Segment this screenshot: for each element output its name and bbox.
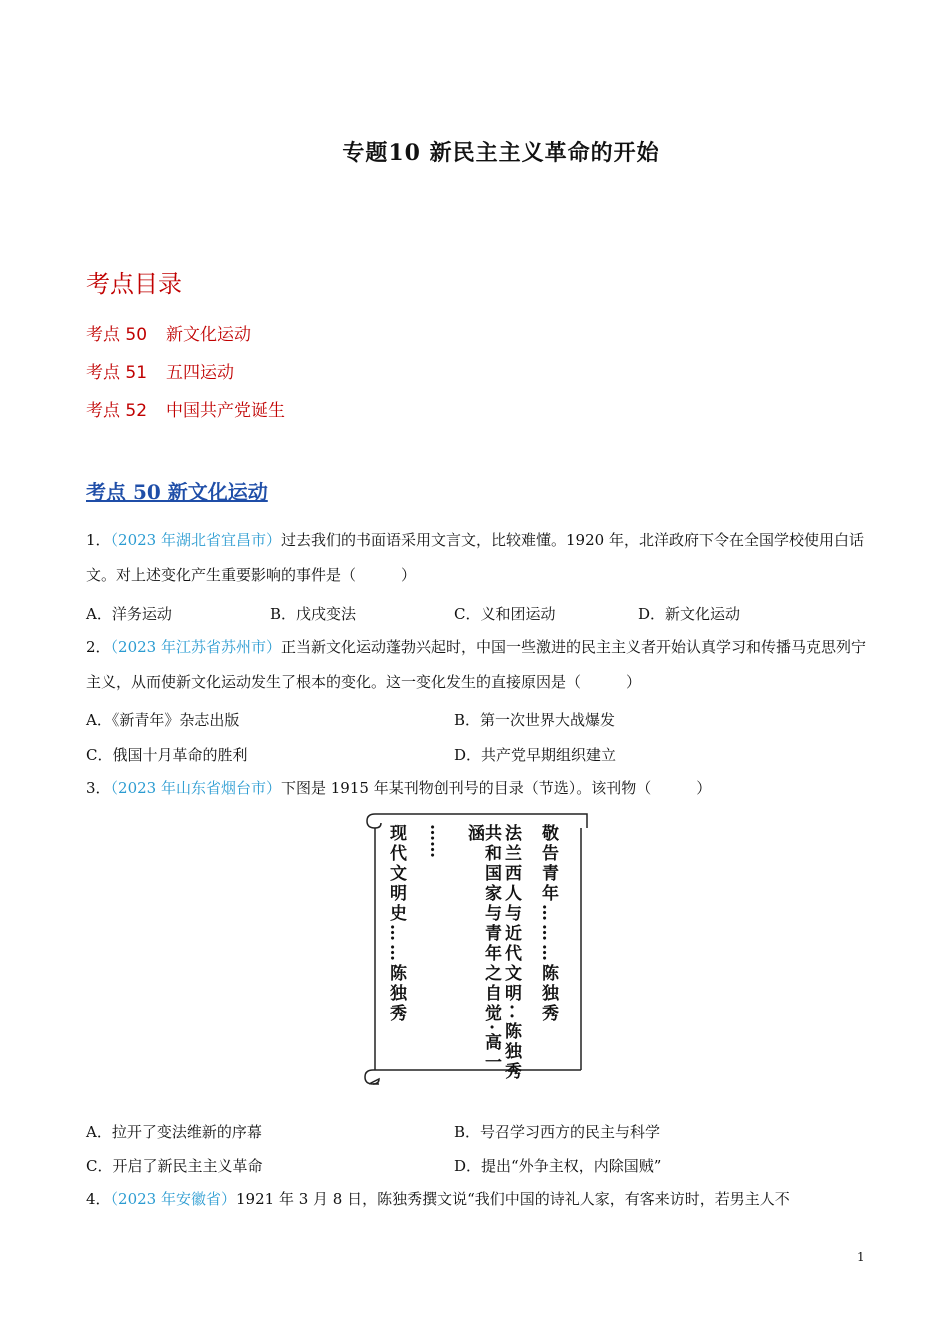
article-title: 法兰西人与近代文明 [501,824,521,1004]
question-text: 过去我们的书面语采用文言文，比较难懂。1920 年，北洋政府下令在全国学校使用白话文。对上述变化产生重要影响的事件是（ ） [86,531,864,584]
leader-dots: ……… [538,904,558,964]
article-author: 陈独秀 [538,964,558,1024]
toc-column-3 [465,824,499,1086]
toc-heading: 考点目录 [86,270,182,298]
question-3 [86,771,866,806]
article-title: 现代文明史 [386,824,406,924]
option-a: A．《新青年》杂志出版 [86,711,240,729]
option-b: B．戊戌变法 [270,605,357,623]
question-text: 下图是 1915 年某刊物创刊号的目录（节选）。该刊物（ ） [281,779,712,797]
toc-item-50[interactable] [86,320,251,345]
question-number: 3． [86,779,111,797]
option-c: C．开启了新民主主义革命 [86,1157,263,1175]
toc-item-num: 考点 51 [86,363,148,383]
toc-item-num: 考点 50 [86,325,148,345]
option-a: A．洋务运动 [86,605,172,623]
question-text: 1921 年 3 月 8 日，陈独秀撰文说“我们中国的诗礼人家，有客来访时，若男主人不 [236,1190,790,1208]
leader-dots: · [481,1024,501,1033]
question-source: （2023 年湖北省宜昌市） [110,531,281,549]
article-title: 敬告青年 [538,824,558,904]
page-title: 专题10 新民主主义革命的开始 [342,140,660,166]
option-d: D．共产党早期组织建立 [454,746,617,764]
toc-column-2 [502,824,519,1082]
leader-dots: ·· [501,1004,521,1022]
question-text: 正当新文化运动蓬勃兴起时，中国一些激进的民主主义者开始认真学习和传播马克思列宁主义，从而使新文化运动发生了根本的变化。这一变化发生的直接原因是（ ） [86,638,867,691]
toc-item-num: 考点 52 [86,401,148,421]
magazine-contents-figure [363,808,593,1086]
question-1 [86,523,866,593]
question-2 [86,630,866,700]
question-4 [86,1182,876,1217]
option-b: B．第一次世界大战爆发 [454,711,616,729]
toc-item-label: 五四运动 [166,363,234,383]
question-source: （2023 年山东省烟台市） [110,779,281,797]
option-b: B．号召学习西方的民主与科学 [454,1123,661,1141]
option-d: D．提出“外争主权，内除国贼” [454,1157,662,1175]
toc-item-51[interactable] [86,358,234,383]
question-number: 2． [86,638,111,656]
question-source: （2023 年安徽省） [110,1190,236,1208]
option-d: D．新文化运动 [638,605,741,623]
toc-column-1 [539,824,556,1024]
option-c: C．义和团运动 [454,605,556,623]
question-number: 1． [86,531,111,549]
toc-item-label: 新文化运动 [166,325,251,345]
article-author: 高一涵 [464,824,501,1073]
toc-column-5 [387,824,404,1024]
question-source: （2023 年江苏省苏州市） [110,638,281,656]
leader-dots-column: …… [426,824,446,858]
article-author: 陈独秀 [386,964,406,1024]
article-author: 陈独秀 [501,1021,521,1082]
question-number: 4． [86,1190,111,1208]
toc-item-52[interactable] [86,396,285,421]
section-heading-50[interactable]: 考点 50 新文化运动 [86,480,268,504]
option-c: C．俄国十月革命的胜利 [86,746,248,764]
page-number: 1 [857,1250,865,1264]
leader-dots: …… [386,924,406,964]
article-title: 共和国家与青年之自觉 [481,824,501,1024]
option-a: A．拉开了变法维新的序幕 [86,1123,262,1141]
toc-item-label: 中国共产党诞生 [166,401,285,421]
